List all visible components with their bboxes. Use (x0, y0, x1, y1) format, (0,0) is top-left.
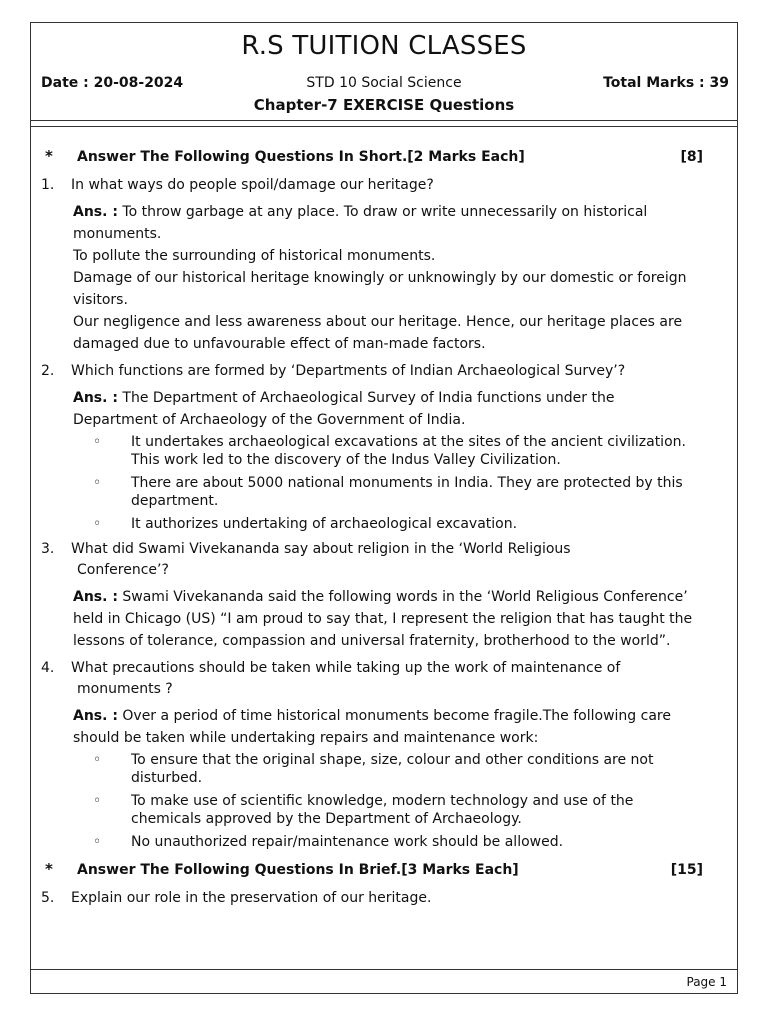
answer-text: Over a period of time historical monuments become fragile.The following care should be taken while undertaking repairs and maintenance work: (73, 708, 671, 746)
answer-label: Ans. : (73, 390, 118, 406)
answer-4 (31, 705, 737, 749)
section-heading-short (31, 143, 737, 169)
divider (30, 126, 738, 127)
section-marks: [15] (670, 862, 703, 878)
answer-line: Our negligence and less awareness about our heritage. Hence, our heritage places are damaged due to unfavourable effect of man-made factors. (73, 314, 683, 352)
star-icon: * (45, 860, 53, 878)
answer-3 (31, 586, 737, 652)
question-number: 2. (41, 363, 55, 379)
section-title: Answer The Following Questions In Brief.[3 Marks Each] (77, 862, 519, 878)
exam-date: Date : 20-08-2024 (41, 75, 184, 91)
question-text: Which functions are formed by ‘Departments of Indian Archaeological Survey’? (71, 363, 626, 379)
answer-line: To pollute the surrounding of historical monuments. (73, 248, 436, 264)
question-5 (31, 888, 737, 909)
answer-label: Ans. : (73, 708, 118, 724)
answer-line: Damage of our historical heritage knowingly or unknowingly by our domestic or foreign visitors. (73, 270, 687, 308)
question-number: 4. (41, 660, 55, 676)
question-3 (31, 539, 737, 581)
answer-line: To throw garbage at any place. To draw or write unnecessarily on historical monuments. (73, 204, 648, 242)
page-title: R.S TUITION CLASSES (241, 31, 527, 61)
answer-2-bullets (31, 433, 737, 533)
section-marks: [8] (680, 149, 703, 165)
list-item: ◦ It authorizes undertaking of archaeological excavation. (131, 515, 707, 533)
star-icon: * (45, 147, 53, 165)
question-content (31, 143, 737, 909)
list-item: ◦ To ensure that the original shape, size, colour and other conditions are not disturbed. (131, 751, 707, 787)
footer-divider (30, 969, 738, 970)
question-text: In what ways do people spoil/damage our heritage? (71, 177, 434, 193)
question-number: 5. (41, 890, 55, 906)
answer-4-bullets (31, 751, 737, 851)
list-item: ◦ There are about 5000 national monuments in India. They are protected by this department. (131, 474, 707, 510)
header (31, 23, 737, 119)
answer-text: The Department of Archaeological Survey of India functions under the Department of Archaeology of the Government of India. (73, 390, 615, 428)
answer-label: Ans. : (73, 589, 118, 605)
question-1 (31, 175, 737, 196)
question-2 (31, 361, 737, 382)
page-frame (30, 22, 738, 994)
list-item: ◦ No unauthorized repair/maintenance work should be allowed. (131, 833, 707, 851)
question-text-continued: Conference’? (77, 562, 169, 578)
question-4 (31, 658, 737, 700)
question-text: What did Swami Vivekananda say about religion in the ‘World Religious (71, 541, 571, 557)
standard-subject: STD 10 Social Science (306, 75, 462, 91)
section-title: Answer The Following Questions In Short.[2 Marks Each] (77, 149, 525, 165)
page-number: Page 1 (686, 975, 727, 989)
chapter-title: Chapter-7 EXERCISE Questions (253, 96, 515, 114)
question-text-continued: monuments ? (77, 681, 173, 697)
answer-1 (31, 201, 737, 355)
total-marks: Total Marks : 39 (603, 75, 729, 91)
question-number: 3. (41, 541, 55, 557)
answer-text: Swami Vivekananda said the following words in the ‘World Religious Conference’ held in Chicago (US) “I am proud to say that, I represent the religion that has taught the lessons of tolerance, compassion and universal fraternity, brotherhood to the world”. (73, 589, 693, 649)
question-text: Explain our role in the preservation of our heritage. (71, 890, 432, 906)
question-text: What precautions should be taken while taking up the work of maintenance of (71, 660, 621, 676)
list-item: ◦ To make use of scientific knowledge, modern technology and use of the chemicals approved by the Department of Archaeology. (131, 792, 707, 828)
answer-label: Ans. : (73, 204, 118, 220)
section-heading-brief (31, 856, 737, 882)
list-item: ◦ It undertakes archaeological excavations at the sites of the ancient civilization. This work led to the discovery of the Indus Valley Civilization. (131, 433, 707, 469)
divider (30, 120, 738, 121)
answer-2 (31, 387, 737, 431)
question-number: 1. (41, 177, 55, 193)
